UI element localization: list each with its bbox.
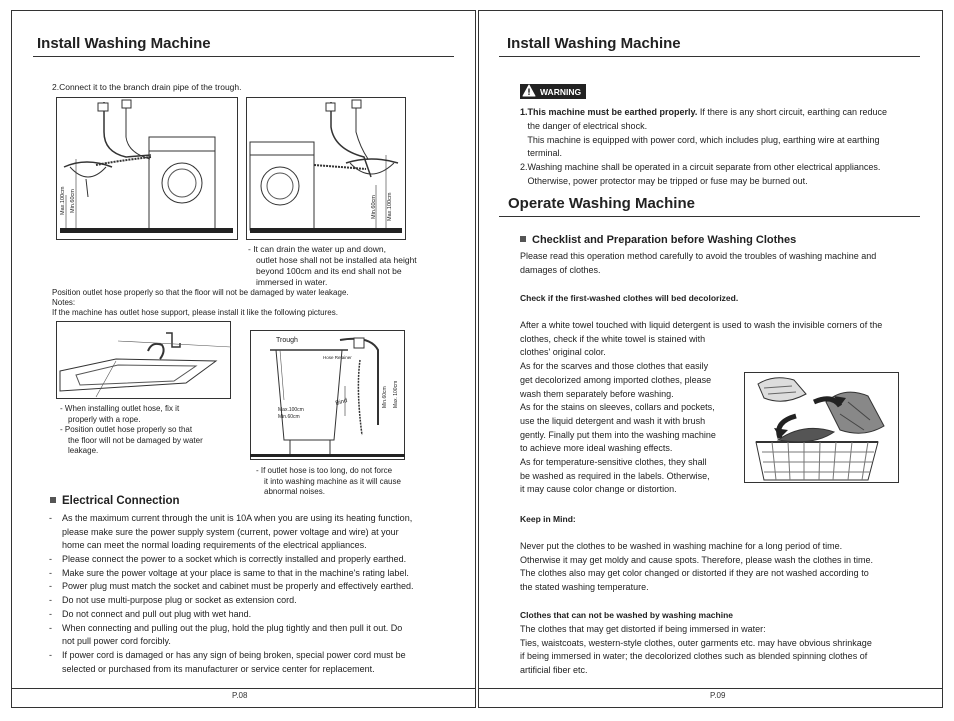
right-page-number: P.09 bbox=[710, 691, 726, 700]
fig3-note-line: - Position outlet hose properly so that bbox=[60, 425, 193, 434]
trough-figure bbox=[250, 330, 405, 460]
electrical-item-text: If power cord is damaged or has any sign of being broken, special power cord must be bbox=[62, 649, 406, 660]
electrical-item-line bbox=[49, 635, 459, 649]
check-line: As for temperature-sensitive clothes, they shall bbox=[520, 457, 707, 468]
check-line: it may cause color change or distortion. bbox=[520, 484, 677, 495]
check-line: clothes' original color. bbox=[520, 347, 606, 358]
drain-figure-2 bbox=[246, 97, 406, 240]
electrical-item-text: When connecting and pulling out the plug, hold the plug tightly and then pull it out. Do bbox=[62, 622, 403, 633]
hose-rope-figure-drawing bbox=[56, 321, 231, 399]
electrical-item-line bbox=[49, 649, 459, 663]
electrical-item-line bbox=[49, 580, 459, 594]
fig2-note-line: beyond 100cm and its end shall not be bbox=[256, 266, 402, 276]
electrical-item-line bbox=[49, 567, 459, 581]
electrical-item-line bbox=[49, 594, 459, 608]
keep-line: Otherwise it may get moldy and cause spots. Therefore, please wash the clothes in time. bbox=[520, 554, 874, 565]
hose-rope-figure bbox=[56, 321, 231, 399]
warning-line bbox=[520, 106, 887, 120]
fig4-note-line: abnormal noises. bbox=[264, 487, 325, 496]
fig1-max-label: Max.100cm bbox=[60, 186, 66, 215]
keep-heading: Keep in Mind: bbox=[520, 514, 576, 524]
warning-line-text: terminal. bbox=[520, 148, 563, 159]
trough-max-right-label: Max. 100cm bbox=[393, 380, 399, 408]
operate-title: Operate Washing Machine bbox=[508, 195, 695, 212]
check-line: use the liquid detergent and wash it with brush bbox=[520, 415, 706, 426]
check-line: As for the stains on sleeves, collars and pockets, bbox=[520, 402, 715, 413]
square-bullet-icon bbox=[50, 497, 56, 503]
warning-triangle-icon bbox=[522, 84, 536, 97]
warning-line bbox=[520, 175, 887, 189]
fig2-note-line: outlet hose shall not be installed ata height bbox=[256, 255, 417, 265]
check-line: After a white towel touched with liquid detergent is used to wash the invisible corners of the bbox=[520, 320, 883, 330]
electrical-item-text: Power plug must match the socket and cabinet must be properly and effectively earthed. bbox=[62, 581, 414, 592]
electrical-item-text: Please connect the power to a socket which is correctly installed and properly earthed. bbox=[62, 554, 407, 565]
check-line: wash them separately before washing. bbox=[520, 388, 674, 399]
left-page-number: P.08 bbox=[232, 691, 248, 700]
fig1-min-label: Min.60cm bbox=[70, 189, 76, 213]
support-note: If the machine has outlet hose support, please install it like the following pictures. bbox=[52, 308, 338, 317]
fig4-notes bbox=[256, 466, 401, 498]
fig3-notes bbox=[60, 404, 203, 457]
clothes-basket-illustration bbox=[744, 372, 899, 483]
intro-line: damages of clothes. bbox=[520, 264, 601, 275]
warning-line bbox=[520, 120, 887, 134]
intro-line: Please read this operation method carefully to avoid the troubles of washing machine and bbox=[520, 251, 877, 261]
electrical-item-text: not pull power cord forcibly. bbox=[62, 636, 171, 647]
trough-max-left-label: Max.100cm bbox=[278, 407, 304, 413]
fig4-note-line: it into washing machine as it will cause bbox=[264, 476, 401, 486]
fig2-note-line: immersed in water. bbox=[256, 277, 328, 287]
keep-line: Never put the clothes to be washed in washing machine for a long period of time. bbox=[520, 541, 843, 551]
cannot-heading: Clothes that can not be washed by washing machine bbox=[520, 610, 734, 620]
electrical-item-text: please make sure the power supply system (current, power voltage and wire) at your bbox=[62, 526, 399, 537]
electrical-item-dash: - bbox=[49, 595, 52, 606]
position-note: Position outlet hose properly so that the floor will not be damaged by water leakage. bbox=[52, 288, 349, 297]
electrical-item-text: Do not connect and pull out plug with wet hand. bbox=[62, 608, 252, 619]
right-title-rule bbox=[499, 56, 920, 57]
right-footer-rule bbox=[478, 688, 943, 689]
warning-line bbox=[520, 161, 887, 175]
check-line: be washed as required in the labels. Otherwise, bbox=[520, 470, 710, 481]
notes-label: Notes: bbox=[52, 298, 76, 307]
electrical-list-items bbox=[49, 512, 459, 676]
electrical-item-dash: - bbox=[49, 608, 52, 619]
keep-text bbox=[520, 540, 873, 595]
fig4-note-line: - If outlet hose is too long, do not force bbox=[256, 466, 393, 475]
warning-lines bbox=[520, 106, 887, 189]
electrical-item-dash: - bbox=[49, 581, 52, 592]
operate-title-rule bbox=[499, 216, 920, 217]
drain-figure-1 bbox=[56, 97, 238, 240]
bind-label: Bind bbox=[334, 398, 349, 407]
check-heading: Check if the first-washed clothes will bed decolorized. bbox=[520, 293, 739, 303]
electrical-item-text: Do not use multi-purpose plug or socket as extension cord. bbox=[62, 595, 297, 606]
fig3-note-line: leakage. bbox=[68, 446, 99, 455]
cannot-text bbox=[520, 623, 872, 678]
electrical-item-text: home can meet the normal loading requirements of the electrical appliances. bbox=[62, 540, 367, 551]
electrical-item-dash: - bbox=[49, 622, 52, 633]
check-line: clothes, check if the white towel is stained with bbox=[520, 333, 706, 344]
right-page-title: Install Washing Machine bbox=[507, 35, 681, 52]
warning-line-text: the danger of electrical shock. bbox=[520, 120, 648, 131]
fig2-note bbox=[248, 244, 417, 288]
check-line: gently. Finally put them into the washing machine bbox=[520, 429, 716, 440]
warning-badge bbox=[520, 84, 586, 99]
left-title-rule bbox=[33, 56, 454, 57]
fig3-note-line: the floor will not be damaged by water bbox=[68, 435, 203, 445]
drain-figure-1-drawing bbox=[56, 97, 238, 240]
electrical-item-text: Make sure the power voltage at your place is same to that in the machine's rating label. bbox=[62, 567, 409, 578]
electrical-item-line bbox=[49, 663, 459, 677]
step2-text: 2.Connect it to the branch drain pipe of the trough. bbox=[52, 82, 242, 92]
left-footer-rule bbox=[11, 688, 476, 689]
checklist-heading-text: Checklist and Preparation before Washing Clothes bbox=[532, 234, 797, 246]
electrical-item-line bbox=[49, 526, 459, 540]
fig2-min-label: Min.60cm bbox=[371, 195, 377, 219]
keep-line: the stated washing temperature. bbox=[520, 582, 649, 593]
clothes-basket-drawing bbox=[744, 372, 899, 483]
electrical-heading-text: Electrical Connection bbox=[62, 495, 180, 507]
electrical-heading bbox=[50, 495, 180, 507]
warning-line-text: 2.Washing machine shall be operated in a circuit separate from other electrical appliances. bbox=[520, 162, 881, 173]
intro-text bbox=[520, 250, 876, 277]
trough-label: Trough bbox=[276, 337, 298, 344]
electrical-item-line bbox=[49, 608, 459, 622]
electrical-item-dash: - bbox=[49, 513, 52, 523]
electrical-item-dash: - bbox=[49, 649, 52, 660]
left-page-title: Install Washing Machine bbox=[37, 35, 211, 52]
electrical-item-text: selected or purchased from its manufacturer or service center for replacement. bbox=[62, 663, 375, 674]
electrical-item-line bbox=[49, 539, 459, 553]
fig2-max-label: Max.100cm bbox=[387, 192, 393, 221]
fig3-note-line: - When installing outlet hose, fix it bbox=[60, 404, 180, 413]
warning-line-text: If there is any short circuit, earthing can reduce bbox=[697, 107, 887, 117]
hose-retainer-label: Hose Retainer bbox=[323, 355, 352, 360]
electrical-item-line bbox=[49, 512, 459, 526]
electrical-item-line bbox=[49, 553, 459, 567]
fig3-note-line: properly with a rope. bbox=[68, 414, 141, 424]
electrical-item-line bbox=[49, 622, 459, 636]
warning-line bbox=[520, 134, 887, 148]
check-line: get decolorized among imported clothes, please bbox=[520, 374, 712, 385]
check-line: As for the scarves and those clothes that easily bbox=[520, 361, 709, 372]
warning-line bbox=[520, 147, 887, 161]
electrical-item-dash: - bbox=[49, 567, 52, 578]
warning-line-bold: 1.This machine must be earthed properly. bbox=[520, 107, 698, 117]
trough-figure-drawing bbox=[250, 330, 405, 460]
trough-min-right-label: Min.60cm bbox=[382, 386, 388, 408]
cannot-line: artificial fiber etc. bbox=[520, 665, 588, 676]
warning-label: WARNING bbox=[540, 87, 582, 97]
electrical-item-dash: - bbox=[49, 554, 52, 565]
warning-line-text: This machine is equipped with power cord, which includes plug, earthing wire at earthing bbox=[520, 134, 880, 145]
electrical-item-text: As the maximum current through the unit is 10A when you are using its heating function, bbox=[62, 513, 413, 523]
square-bullet-icon bbox=[520, 236, 526, 242]
cannot-line: The clothes that may get distorted if being immersed in water: bbox=[520, 624, 766, 634]
fig2-note-line: - It can drain the water up and down, bbox=[248, 244, 386, 254]
checklist-heading bbox=[520, 234, 796, 246]
check-line: to achieve more ideal washing effects. bbox=[520, 443, 673, 454]
warning-line-text: Otherwise, power protector may be tripped or fuse may be burned out. bbox=[520, 175, 808, 186]
drain-figure-2-drawing bbox=[246, 97, 406, 240]
keep-line: The clothes also may get color changed or distorted if they are not washed according to bbox=[520, 568, 869, 579]
cannot-line: Ties, waistcoats, western-style clothes, outer garments etc. may have obvious shrinkage bbox=[520, 637, 872, 648]
electrical-list bbox=[49, 512, 459, 676]
cannot-line: if being immersed in water; the decolorized clothes such as blended spinning clothes of bbox=[520, 651, 868, 662]
trough-min-left-label: Min.60cm bbox=[278, 414, 300, 420]
